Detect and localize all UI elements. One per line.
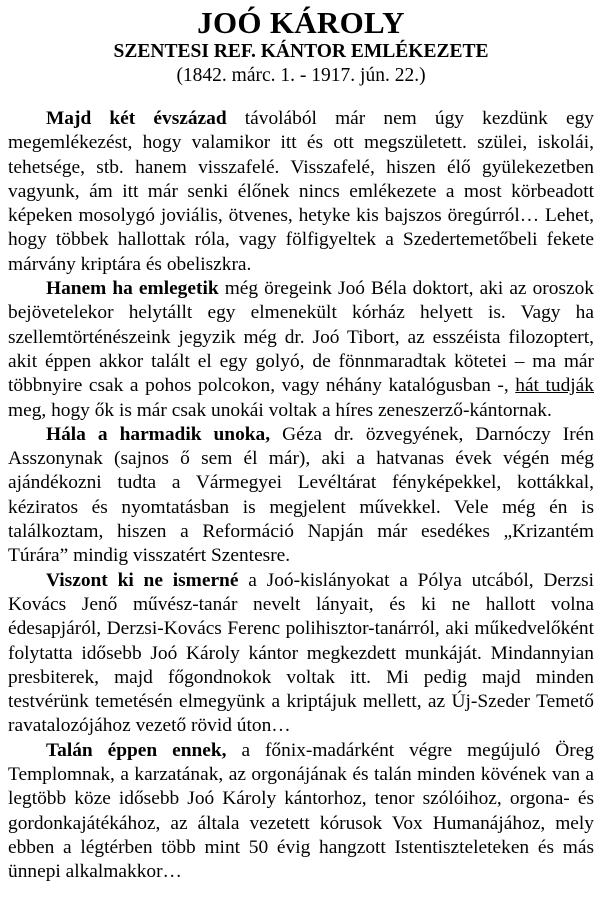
life-dates: (1842. márc. 1. - 1917. jún. 22.) <box>176 65 426 86</box>
page-subtitle: SZENTESI REF. KÁNTOR EMLÉKEZETE <box>113 41 489 62</box>
paragraph-lead: Viszont ki ne ismerné <box>46 569 239 591</box>
paragraph-text: meg, hogy ők is már csak unokái voltak a híres zeneszerző-kántornak. <box>8 399 552 421</box>
paragraph-text: távolából már nem úgy kezdünk egy megemlékezést, hogy valamikor itt és ott megszületett. szülei, iskolái, tehetsége, stb. hanem visszafelé. Visszafelé, hiszen élő gyülekezetben vagyunk, ám itt már senki élőnek nincs emlékezete a most körbeadott képeken mosolygó joviális, ötvenes, hetyke kis bajszos öregúrról… Lehet, hogy többek hallottak róla, vagy fölfigyeltek a Szedertemetőbeli fekete márvány kriptára és obeliszkra. <box>8 108 594 275</box>
paragraph-lead: Hála a harmadik unoka, <box>46 423 271 445</box>
paragraph-lead: Majd két évszázad <box>46 108 227 129</box>
paragraph-text: még öregeink Joó Béla doktort, aki az oroszok bejövetelekor helytállt egy elmenekült kórház helyett is. Vagy ha szellemtörténészeink jegyzik még dr. Joó Tibort, az esszéista filozoptert, akit éppen akkor talált el egy golyó, de fönnmaradtak kötetei – ma már többnyire csak a pohos polcokon, vagy néhány katalógusban -, <box>8 278 594 397</box>
paragraph-5 <box>8 739 594 885</box>
paragraph-3 <box>8 423 594 569</box>
paragraph-lead: Hanem ha emlegetik <box>46 278 219 300</box>
underlined-phrase: hát tudják <box>515 375 594 397</box>
paragraph-text: Géza dr. özvegyének, Darnóczy Irén Asszonynak (sajnos ő sem él már), aki a hatvanas évek végén még ajándékozni tudta a Vármegyei Levéltárat fényképekkel, kottákkal, kéziratos és nyomtatásban is megjelent művekkel. Vele még én is találkoztam, hiszen a Reformáció Napján már esedékes „Krizantém Túrára” mindig visszatért Szentesre. <box>8 423 594 567</box>
paragraph-2 <box>8 277 594 423</box>
paragraph-text: a főnix-madárként végre megújuló Öreg Templomnak, a karzatának, az orgonájának és talán minden kövének van a legtöbb köze idősebb Joó Károly kántorhoz, tenor szólóihoz, orgona- és gordonkajátékához, az általa vezetett kórusok Vox Humanájához, mely ebben a légtérben több mint 50 évig hangzott Istentiszteleteken és más ünnepi alkalmakkor… <box>8 739 594 883</box>
paragraph-1 <box>8 107 594 277</box>
paragraph-text: a Joó-kislányokat a Pólya utcából, Derzsi Kovács Jenő művész-tanár nevelt lányait, és ki ne hallott volna édesapjáról, Derzsi-Kovács Ferenc polihisztor-tanárról, aki műkedvelőként folytatta idősebb Joó Károly kántor megkezdett munkáját. Mindannyian presbiterek, majd főgondnokok voltak itt. Mi pedig majd minden testvérünk temetésén elmegyünk a kriptájuk mellett, az Új-Szeder Temető ravatalozójához vezető rövid úton… <box>8 569 594 737</box>
paragraph-lead: Talán éppen ennek, <box>46 739 227 761</box>
page-title: JOÓ KÁROLY <box>197 5 405 40</box>
paragraph-4 <box>8 569 594 739</box>
